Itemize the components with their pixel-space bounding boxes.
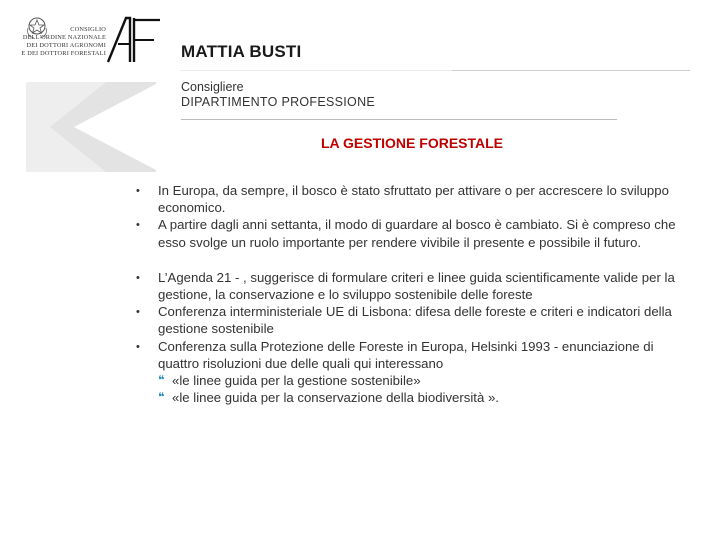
bullet: •: [136, 306, 140, 319]
speaker-name: MATTIA BUSTI: [181, 42, 302, 61]
list-item-text: A partire dagli anni settanta, il modo di guardare al bosco è cambiato. Si è compreso che esso svolge un ruolo importante per rendere vivibile il presente e possibile il futuro.: [158, 217, 676, 250]
sub-list-item: [158, 389, 686, 406]
list-item: [136, 216, 686, 250]
council-line: E DEI DOTTORI FORESTALI: [21, 50, 106, 57]
department-name: DIPARTIMENTO PROFESSIONE: [181, 95, 376, 109]
bullet: •: [136, 185, 140, 197]
header-divider: [452, 70, 690, 71]
sub-list-item: [158, 372, 686, 389]
sub-list-item-text: «le linee guida per la conservazione della biodiversità ».: [172, 390, 499, 406]
speaker-role: Consigliere: [181, 80, 244, 94]
list-item-text: In Europa, da sempre, il bosco è stato sfruttato per attivare o per accrescere lo sviluppo economico.: [158, 183, 669, 216]
slide-title: LA GESTIONE FORESTALE: [321, 135, 504, 151]
bullet: •: [136, 340, 140, 353]
chevron-decoration: [26, 82, 156, 172]
list-item-text: Conferenza sulla Protezione delle Foreste in Europa, Helsinki 1993 - enunciazione di quattro risoluzioni due delle quali qui interessano: [158, 338, 654, 371]
list-item: [136, 269, 686, 303]
list-item: [136, 182, 686, 216]
list-item: [136, 303, 686, 337]
bullet: •: [136, 271, 140, 284]
slide-content: [136, 182, 686, 406]
checkbox-square-icon: [158, 389, 172, 406]
sub-list-item-text: «le linee guida per la gestione sostenibile»: [172, 373, 421, 389]
header-divider: [180, 70, 452, 71]
checkbox-square-icon: [158, 372, 172, 389]
council-line: DEI DOTTORI AGRONOMI: [26, 42, 106, 49]
council-line: DELL'ORDINE NAZIONALE: [22, 34, 106, 41]
list-item-text: L’Agenda 21 - , suggerisce di formulare criteri e linee guida scientificamente valide per la gestione, la conservazione e lo sviluppo sostenibile delle foreste: [158, 269, 675, 303]
header-divider: [181, 119, 617, 120]
council-name: [20, 26, 106, 58]
list-item-text: Conferenza interministeriale UE di Lisbona: difesa delle foreste e criteri e indicatori della gestione sostenibile: [158, 304, 672, 337]
bullet: •: [136, 219, 140, 232]
council-line: CONSIGLIO: [70, 26, 106, 33]
af-logo: [106, 14, 162, 64]
list-item: [136, 338, 686, 372]
